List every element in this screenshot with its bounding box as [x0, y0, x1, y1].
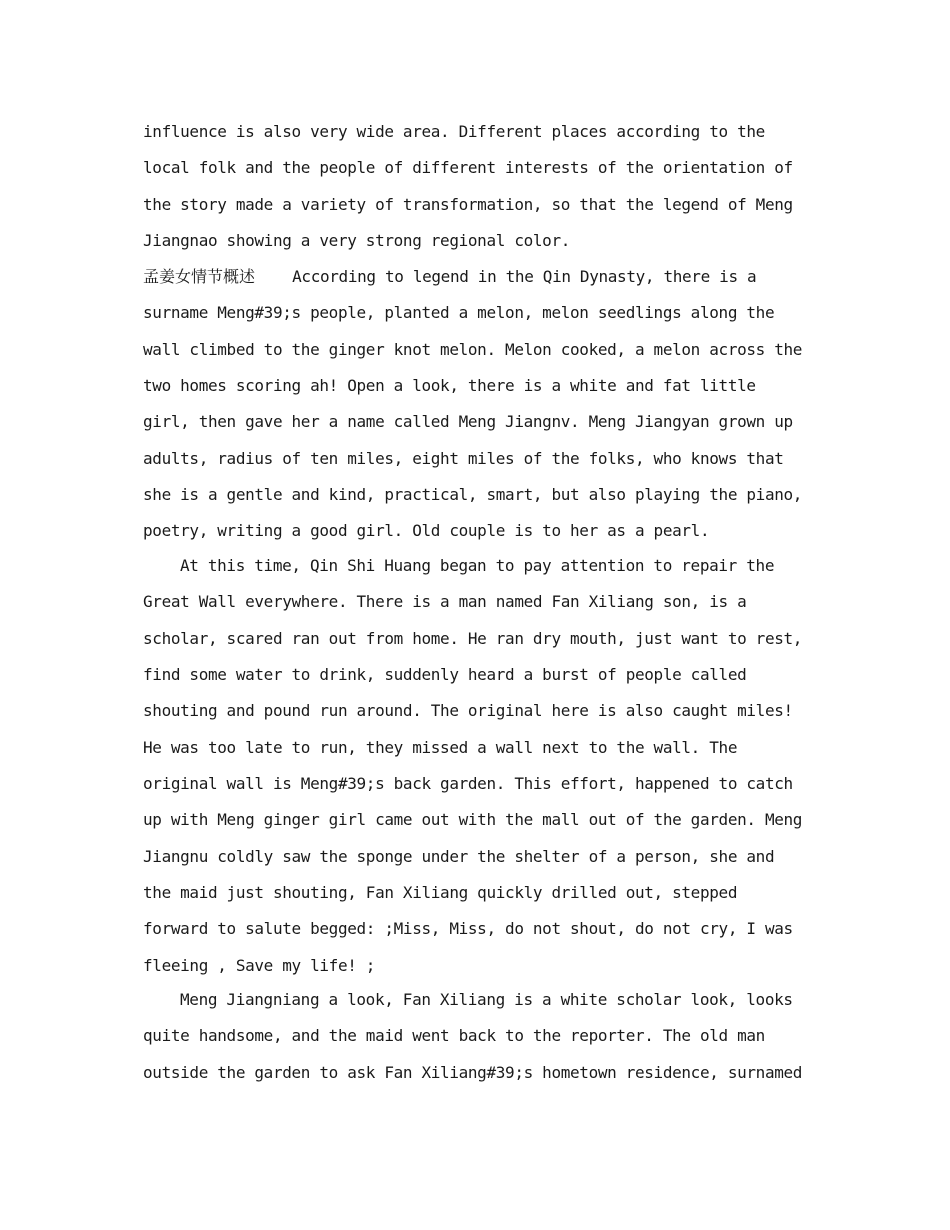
text-line: poetry, writing a good girl. Old couple is to her as a pearl.	[143, 521, 710, 541]
text-line: Meng Jiangniang a look, Fan Xiliang is a white scholar look, looks	[180, 990, 793, 1009]
text-line: girl, then gave her a name called Meng Jiangnv. Meng Jiangyan grown up	[143, 412, 793, 432]
paragraph-2	[143, 259, 811, 550]
text-line	[143, 259, 811, 295]
text-line: outside the garden to ask Fan Xiliang#39;s hometown residence, surnamed	[143, 1062, 803, 1082]
text-line: the maid just shouting, Fan Xiliang quickly drilled out, stepped	[143, 883, 738, 903]
text-line: wall climbed to the ginger knot melon. Melon cooked, a melon across the	[143, 339, 803, 359]
text-line: Jiangnao showing a very strong regional color.	[143, 231, 571, 251]
text-line: local folk and the people of different interests of the orientation of	[143, 158, 793, 178]
text-line: Jiangnu coldly saw the sponge under the shelter of a person, she and	[143, 846, 775, 866]
text-line: original wall is Meng#39;s back garden. This effort, happened to catch	[143, 774, 793, 794]
text-line: fleeing , Save my life! ;	[143, 955, 376, 975]
text-line: quite handsome, and the maid went back to the reporter. The old man	[143, 1026, 765, 1046]
text-line: Great Wall everywhere. There is a man named Fan Xiliang son, is a	[143, 592, 747, 612]
text-line: surname Meng#39;s people, planted a melon, melon seedlings along the	[143, 303, 775, 323]
text-line: find some water to drink, suddenly heard a burst of people called	[143, 665, 747, 685]
text-line: she is a gentle and kind, practical, smart, but also playing the piano,	[143, 485, 803, 505]
text-line: the story made a variety of transformation, so that the legend of Meng	[143, 194, 793, 214]
section-heading: 孟姜女情节概述	[143, 267, 256, 286]
text-line: At this time, Qin Shi Huang began to pay attention to repair the	[180, 556, 775, 575]
text-line: shouting and pound run around. The original here is also caught miles!	[143, 701, 793, 721]
text-line: up with Meng ginger girl came out with the mall out of the garden. Meng	[143, 810, 803, 830]
text-line: two homes scoring ah! Open a look, there is a white and fat little	[143, 376, 756, 396]
text-line: He was too late to run, they missed a wall next to the wall. The	[143, 737, 738, 757]
text-line-continuation: According to legend in the Qin Dynasty, there is a	[255, 267, 757, 286]
paragraph-3	[143, 548, 811, 984]
text-line: influence is also very wide area. Different places according to the	[143, 122, 765, 141]
text-line: adults, radius of ten miles, eight miles of the folks, who knows that	[143, 448, 784, 468]
paragraph-4	[143, 982, 811, 1091]
text-line: forward to salute begged: ;Miss, Miss, do not shout, do not cry, I was	[143, 919, 793, 939]
text-line: scholar, scared ran out from home. He ran dry mouth, just want to rest,	[143, 628, 803, 648]
paragraph-1	[143, 114, 811, 259]
